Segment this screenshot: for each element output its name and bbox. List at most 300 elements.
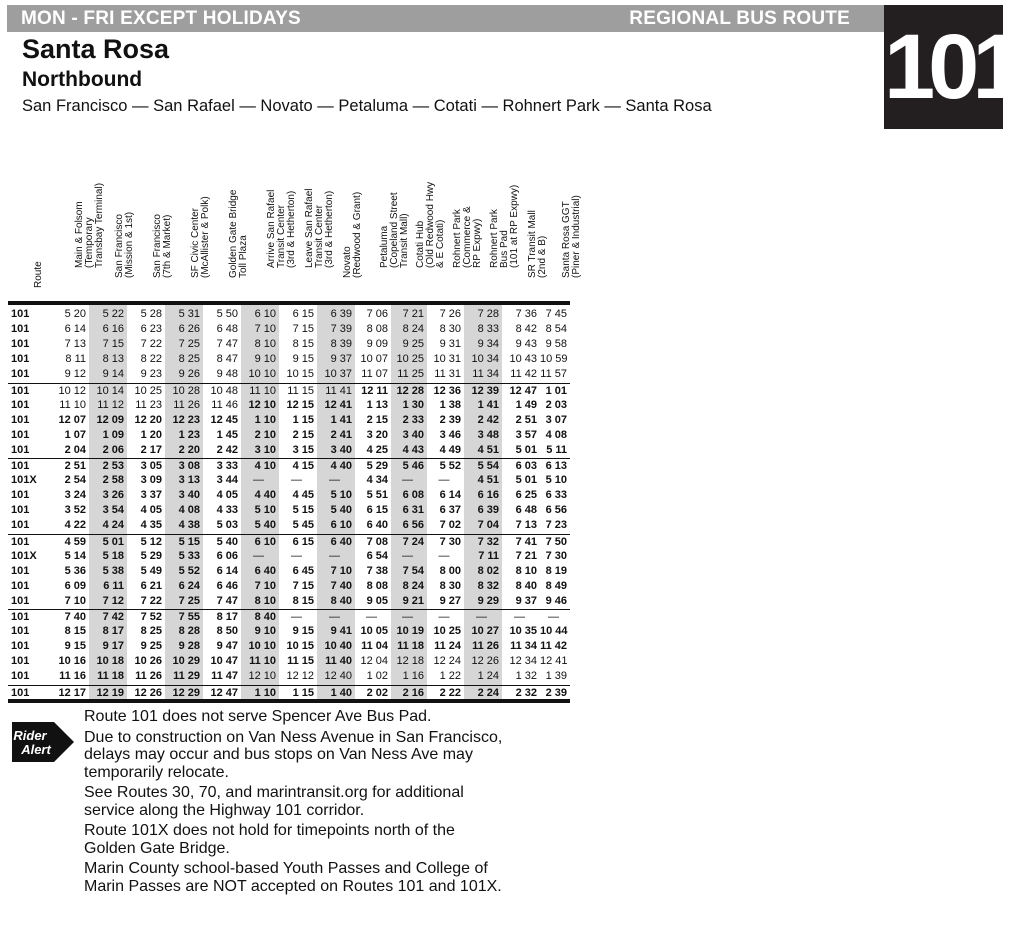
time-cell: 9 15	[292, 625, 314, 638]
time-cell: 9 43	[515, 338, 537, 351]
note-item: Marin County school-based Youth Passes and College of Marin Passes are NOT accepted on Routes 101 and 101X.	[84, 860, 502, 895]
table-row	[8, 383, 570, 399]
route-cell: 101	[11, 460, 30, 472]
time-cell: 7 10	[254, 579, 276, 592]
route-cell: 101	[11, 519, 30, 532]
column-header-label: Rohnert Park (Commerce & RP Expwy)	[451, 206, 483, 268]
time-cell: 12 23	[172, 413, 200, 426]
route-cell: 101	[11, 564, 30, 577]
column-header	[210, 189, 249, 298]
time-cell: 8 10	[254, 338, 276, 351]
timepoint-headers	[13, 181, 582, 300]
time-cell: 5 31	[178, 308, 200, 320]
time-cell: 6 03	[515, 460, 537, 472]
route-cell: 101	[11, 594, 30, 607]
table-row	[8, 503, 570, 518]
time-cell: 3 20	[366, 428, 388, 441]
time-cell: 12 15	[286, 398, 314, 411]
time-cell: 3 48	[477, 428, 499, 441]
time-cell: 6 16	[102, 323, 124, 336]
time-cell: 8 25	[140, 625, 162, 638]
table-row	[8, 609, 570, 625]
time-cell: 4 40	[254, 489, 276, 502]
time-cell: 7 38	[366, 564, 388, 577]
time-cell: 11 15	[287, 655, 314, 668]
time-cell: 11 15	[287, 384, 314, 397]
time-cell: 9 10	[254, 625, 276, 638]
route-cell: 101	[11, 384, 30, 397]
column-header-label: SR Transit Mall (2nd & B)	[527, 210, 548, 278]
table-row	[8, 413, 570, 428]
time-cell: 5 29	[366, 460, 388, 472]
time-cell: 4 51	[477, 474, 499, 487]
table-row	[8, 398, 570, 413]
time-cell: 1 09	[102, 428, 124, 441]
column-header-label: Cotati Hub (Old Redwood Hwy & E Cotati)	[415, 181, 446, 268]
time-cell: 11 12	[97, 398, 124, 411]
time-cell: 7 15	[292, 323, 314, 336]
time-cell: 12 07	[58, 413, 86, 426]
time-cell: —	[514, 611, 525, 623]
time-cell: 10 47	[210, 655, 238, 668]
time-cell: —	[291, 549, 302, 562]
time-cell: 6 16	[477, 489, 499, 502]
time-cell: 12 20	[134, 413, 162, 426]
time-cell: 12 34	[509, 655, 537, 668]
time-cell: 10 29	[172, 655, 200, 668]
time-cell: 1 02	[366, 670, 388, 683]
time-cell: —	[329, 549, 340, 562]
time-cell: 1 45	[216, 428, 238, 441]
time-cell: 9 26	[178, 368, 200, 381]
time-cell: 3 37	[140, 489, 162, 502]
time-cell: —	[438, 549, 450, 562]
table-row	[8, 579, 570, 594]
time-cell: 1 24	[477, 670, 499, 683]
time-cell: 7 25	[178, 338, 200, 351]
top-banner	[7, 5, 884, 32]
time-cell: 4 49	[439, 443, 461, 456]
note-item: Route 101 does not serve Spencer Ave Bus Pad.	[84, 708, 432, 725]
time-cell: —	[329, 474, 340, 487]
time-cell: 3 54	[102, 504, 124, 517]
time-cell: 8 42	[515, 323, 537, 336]
notes-section	[84, 708, 504, 898]
time-cell: 10 44	[540, 625, 568, 638]
time-cell: 4 22	[64, 519, 86, 532]
time-cell: 4 43	[402, 443, 424, 456]
table-row	[8, 639, 570, 654]
time-cell: 3 57	[515, 428, 537, 441]
time-cell: 2 33	[402, 413, 424, 426]
time-cell: 8 28	[178, 625, 200, 638]
time-cell: 9 17	[102, 640, 124, 653]
time-cell: 4 08	[178, 504, 200, 517]
time-cell: 1 16	[402, 670, 424, 683]
time-cell: 11 16	[59, 670, 86, 683]
time-cell: 12 47	[509, 384, 537, 397]
time-cell: 5 03	[216, 519, 238, 532]
time-cell: 1 30	[402, 398, 424, 411]
time-cell: 7 10	[254, 323, 276, 336]
time-cell: 11 10	[249, 384, 276, 397]
time-cell: 10 34	[471, 353, 499, 366]
time-cell: 11 47	[211, 670, 238, 683]
time-cell: 6 46	[216, 579, 238, 592]
time-cell: 10 15	[286, 368, 314, 381]
time-cell: —	[476, 611, 487, 623]
time-cell: 5 01	[102, 535, 124, 548]
time-cell: 9 27	[439, 594, 461, 607]
time-cell: 7 22	[140, 338, 162, 351]
column-header-label: Santa Rosa GGT (Piner & Industrial)	[561, 195, 582, 278]
time-cell: 11 42	[540, 640, 567, 653]
time-cell: 6 37	[439, 504, 461, 517]
time-cell: 8 30	[439, 323, 461, 336]
time-cell: 11 26	[472, 640, 499, 653]
table-row	[8, 518, 570, 533]
time-cell: 2 42	[477, 413, 499, 426]
time-cell: 10 43	[509, 353, 537, 366]
column-header	[324, 191, 363, 298]
time-cell: 7 15	[102, 338, 124, 351]
time-cell: 10 14	[96, 384, 124, 397]
time-cell: 4 05	[140, 504, 162, 517]
table-top-rule	[8, 301, 570, 305]
time-cell: 7 24	[402, 535, 424, 548]
time-cell: 8 15	[64, 625, 86, 638]
time-cell: 9 25	[402, 338, 424, 351]
time-cell: 6 31	[402, 504, 424, 517]
time-cell: 7 21	[515, 549, 537, 562]
time-cell: 2 22	[439, 686, 461, 699]
table-row	[8, 594, 570, 609]
time-cell: 6 23	[140, 323, 162, 336]
time-cell: 3 07	[545, 413, 567, 426]
table-row	[8, 322, 570, 337]
time-cell: 5 46	[402, 460, 424, 472]
time-cell: 11 57	[540, 368, 567, 381]
time-cell: 1 22	[439, 670, 461, 683]
time-cell: 2 32	[515, 686, 537, 699]
time-cell: 7 08	[366, 535, 388, 548]
time-cell: 9 15	[64, 640, 86, 653]
time-cell: 8 33	[477, 323, 499, 336]
time-cell: 2 39	[545, 686, 567, 699]
time-cell: 12 26	[134, 686, 162, 699]
time-cell: 9 31	[439, 338, 461, 351]
time-cell: 4 05	[216, 489, 238, 502]
time-cell: 2 51	[515, 413, 537, 426]
column-header-label: Novato (Redwood & Grant)	[342, 191, 363, 278]
time-cell: 5 50	[216, 308, 238, 320]
time-cell: 1 41	[477, 398, 499, 411]
time-cell: 8 25	[178, 353, 200, 366]
time-cell: 7 21	[402, 308, 424, 320]
time-cell: 7 23	[545, 519, 567, 532]
time-cell: 1 38	[439, 398, 461, 411]
time-cell: 6 48	[515, 504, 537, 517]
table-bottom-rule	[8, 699, 570, 703]
time-cell: 11 18	[397, 640, 424, 653]
route-cell: 101	[11, 338, 30, 351]
time-cell: 8 02	[477, 564, 499, 577]
time-cell: 1 10	[254, 686, 276, 699]
column-header-label: San Francisco (7th & Market)	[152, 214, 173, 278]
time-cell: 6 39	[330, 308, 352, 320]
time-cell: 5 12	[140, 535, 162, 548]
time-cell: 5 52	[439, 460, 461, 472]
column-header	[471, 184, 520, 298]
time-cell: 11 07	[361, 368, 388, 381]
time-cell: 6 25	[515, 489, 537, 502]
time-cell: 3 05	[140, 460, 162, 472]
time-cell: 2 17	[140, 443, 162, 456]
time-cell: 11 10	[59, 398, 86, 411]
time-cell: 10 37	[324, 368, 352, 381]
time-cell: 2 10	[254, 428, 276, 441]
time-cell: 5 40	[330, 504, 352, 517]
column-header	[96, 194, 134, 298]
time-cell: 8 15	[292, 338, 314, 351]
route-number-badge: 101	[884, 5, 1003, 129]
time-cell: 5 01	[515, 474, 537, 487]
time-cell: —	[402, 474, 413, 487]
time-cell: 9 48	[216, 368, 238, 381]
time-cell: 12 41	[540, 655, 568, 668]
time-cell: 6 40	[366, 519, 388, 532]
time-cell: 2 15	[366, 413, 388, 426]
time-cell: 10 40	[324, 640, 352, 653]
time-cell: 2 02	[366, 686, 388, 699]
column-header-label: Arrive San Rafael Transit Center (3rd & Hetherton)	[266, 189, 297, 268]
time-cell: 4 25	[366, 443, 388, 456]
time-cell: 11 34	[472, 368, 499, 381]
stops-line: San Francisco — San Rafael — Novato — Petaluma — Cotati — Rohnert Park — Santa Rosa	[22, 97, 712, 115]
time-cell: 3 40	[402, 428, 424, 441]
route-cell: 101	[11, 398, 30, 411]
time-cell: 6 39	[477, 504, 499, 517]
time-cell: 6 10	[254, 535, 276, 548]
rider-alert-line2: Alert	[21, 742, 51, 757]
time-cell: 9 23	[140, 368, 162, 381]
time-cell: 8 40	[515, 579, 537, 592]
time-cell: 3 24	[64, 489, 86, 502]
column-header	[53, 182, 105, 298]
time-cell: 5 20	[64, 308, 86, 320]
time-cell: 9 47	[216, 640, 238, 653]
time-cell: 6 26	[178, 323, 200, 336]
time-cell: 8 00	[439, 564, 461, 577]
time-cell: 9 05	[366, 594, 388, 607]
time-cell: 9 12	[64, 368, 86, 381]
time-cell: —	[291, 474, 302, 487]
time-cell: 6 56	[402, 519, 424, 532]
time-cell: 1 40	[330, 686, 352, 699]
time-cell: 5 10	[330, 489, 352, 502]
time-cell: 1 01	[545, 384, 567, 397]
time-cell: 6 15	[292, 308, 314, 320]
column-header	[172, 194, 210, 298]
time-cell: 3 13	[178, 474, 200, 487]
destination-title: Santa Rosa	[22, 34, 170, 64]
time-cell: 1 07	[64, 428, 86, 441]
time-cell: 3 40	[178, 489, 200, 502]
time-cell: 2 06	[102, 443, 124, 456]
time-cell: 11 26	[135, 670, 162, 683]
time-cell: 9 58	[545, 338, 567, 351]
time-cell: 9 15	[292, 353, 314, 366]
time-cell: 7 11	[478, 549, 499, 562]
time-cell: 12 17	[58, 686, 86, 699]
time-cell: 12 40	[324, 670, 352, 683]
table-row	[8, 669, 570, 684]
table-row	[8, 428, 570, 443]
time-cell: 6 14	[64, 323, 86, 336]
time-cell: 4 38	[178, 519, 200, 532]
column-header	[398, 181, 446, 298]
time-cell: 2 51	[64, 460, 86, 472]
time-cell: 1 39	[545, 670, 567, 683]
column-header-label: Petaluma (Copeland Street Transit Mall)	[379, 192, 410, 268]
table-row	[8, 473, 570, 488]
time-cell: 11 31	[434, 368, 461, 381]
time-cell: 5 49	[140, 564, 162, 577]
time-cell: 12 11	[361, 384, 388, 397]
time-cell: 6 24	[178, 579, 200, 592]
time-cell: —	[291, 611, 302, 623]
time-cell: 12 10	[248, 670, 276, 683]
time-cell: 6 06	[216, 549, 238, 562]
time-cell: 7 12	[102, 594, 124, 607]
time-cell: 10 28	[172, 384, 200, 397]
time-cell: 7 55	[178, 611, 200, 623]
column-header	[134, 194, 172, 298]
time-cell: 2 24	[477, 686, 499, 699]
time-cell: 7 39	[330, 323, 352, 336]
time-cell: 7 22	[140, 594, 162, 607]
time-cell: 7 41	[515, 535, 537, 548]
time-cell: 4 15	[292, 460, 314, 472]
time-cell: 8 08	[366, 323, 388, 336]
time-cell: 8 17	[102, 625, 124, 638]
time-cell: 6 21	[140, 579, 162, 592]
route-cell: 101	[11, 640, 30, 653]
time-cell: 10 12	[58, 384, 86, 397]
time-cell: 12 19	[96, 686, 124, 699]
time-cell: 9 14	[102, 368, 124, 381]
time-cell: 8 47	[216, 353, 238, 366]
time-cell: 10 25	[134, 384, 162, 397]
time-cell: 6 40	[330, 535, 352, 548]
time-cell: 2 58	[102, 474, 124, 487]
time-cell: 6 10	[254, 308, 276, 320]
time-cell: 8 10	[254, 594, 276, 607]
time-cell: 2 16	[402, 686, 424, 699]
time-cell: 3 46	[439, 428, 461, 441]
time-cell: 9 09	[366, 338, 388, 351]
time-cell: 7 40	[64, 611, 86, 623]
time-cell: 7 54	[402, 564, 424, 577]
time-cell: 7 13	[64, 338, 86, 351]
time-cell: 2 03	[545, 398, 567, 411]
time-cell: 5 22	[102, 308, 124, 320]
time-cell: 9 10	[254, 353, 276, 366]
route-cell: 101	[11, 443, 30, 456]
time-cell: 10 25	[433, 625, 461, 638]
table-row	[8, 352, 570, 367]
time-cell: 3 40	[330, 443, 352, 456]
time-cell: 5 51	[366, 489, 388, 502]
note-item: See Routes 30, 70, and marintransit.org for additional service along the Highway 101 corridor.	[84, 784, 464, 819]
route-cell: 101	[11, 323, 30, 336]
time-cell: —	[253, 549, 264, 562]
time-cell: 7 36	[515, 308, 537, 320]
time-cell: 4 24	[102, 519, 124, 532]
time-cell: 8 19	[545, 564, 567, 577]
time-cell: 2 39	[439, 413, 461, 426]
time-cell: 7 47	[216, 594, 238, 607]
column-header-label: SF Civic Center (McAllister & Polk)	[190, 196, 211, 278]
time-cell: 8 10	[515, 564, 537, 577]
time-cell: 6 40	[254, 564, 276, 577]
time-cell: 6 33	[545, 489, 567, 502]
time-cell: 1 32	[515, 670, 537, 683]
time-cell: 7 28	[477, 308, 499, 320]
time-cell: 11 18	[97, 670, 124, 683]
route-cell: 101	[11, 686, 30, 699]
time-cell: 12 10	[248, 398, 276, 411]
time-cell: 6 14	[439, 489, 461, 502]
time-cell: 7 52	[140, 611, 162, 623]
time-cell: 12 24	[433, 655, 461, 668]
time-cell: 1 10	[254, 413, 276, 426]
time-cell: 9 21	[402, 594, 424, 607]
route-cell: 101	[11, 579, 30, 592]
time-cell: 3 33	[216, 460, 238, 472]
time-cell: 3 09	[140, 474, 162, 487]
direction-subtitle: Northbound	[22, 68, 143, 91]
time-cell: 9 41	[330, 625, 352, 638]
time-cell: 3 52	[64, 504, 86, 517]
time-cell: 3 44	[216, 474, 238, 487]
table-row	[8, 458, 570, 474]
route-cell: 101	[11, 611, 30, 623]
time-cell: 4 35	[140, 519, 162, 532]
time-cell: —	[253, 474, 264, 487]
time-cell: 10 25	[396, 353, 424, 366]
time-cell: 3 15	[292, 443, 314, 456]
time-cell: 7 25	[178, 594, 200, 607]
table-row	[8, 654, 570, 669]
time-cell: 5 54	[477, 460, 499, 472]
table-row	[8, 564, 570, 579]
time-cell: 5 15	[292, 504, 314, 517]
time-cell: 11 24	[434, 640, 461, 653]
time-cell: 1 23	[178, 428, 200, 441]
time-cell: 7 10	[330, 564, 352, 577]
time-cell: 4 59	[64, 535, 86, 548]
time-cell: 2 41	[330, 428, 352, 441]
table-row	[8, 307, 570, 322]
time-cell: 3 26	[102, 489, 124, 502]
time-cell: 10 10	[248, 640, 276, 653]
time-cell: 12 12	[286, 670, 314, 683]
column-header	[547, 194, 582, 298]
route-cell: 101	[11, 489, 30, 502]
time-cell: 7 50	[545, 535, 567, 548]
time-cell: 7 10	[64, 594, 86, 607]
